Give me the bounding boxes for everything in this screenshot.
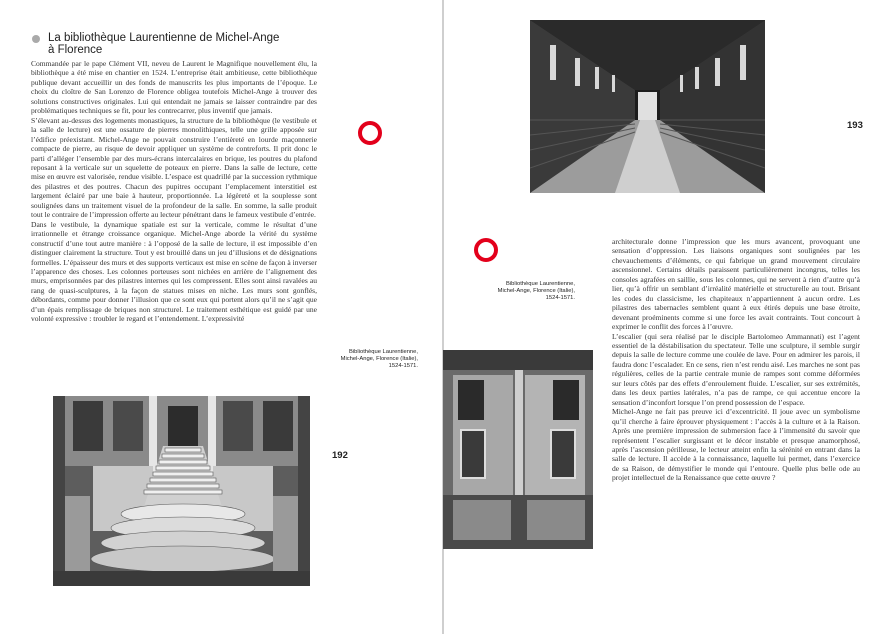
reading-room-photo xyxy=(530,20,765,193)
title-line-1: La bibliothèque Laurentienne de Michel-Ange xyxy=(48,32,280,44)
paragraph: Dans le vestibule, la dynamique spatiale est sur la verticale, comme le résultat d’une irrationnelle et étrange croissance organique. Michel-Ange aborde la vérité du système constructif d’une tout autre manière : à l’opposé de la salle de lecture, il est impossible d’en distinguer clairement la structure. Tout y est brouillé dans un jeu d’illusions et de désignations formelles. L’épaisseur des murs et des supports verticaux est mise en scène de façon à inverser l’apparence des choses. Les colonnes porteuses sont nichées en arrière de l’alignement des murs, emprisonnées par des pilastres internes qui les compressent. Elles sont ainsi ravalées au rang de quasi-sculptures, à la façon de statues mises en niche. Les murs sont gonflés, débordants, comme pour donner l’illusion que ce sont eux qui portent alors qu’il ne s’agit que d’un épais remplissage de briques non structurel. Le traitement esthétique est guidé par une volonté expressive : troubler le regard et l’entendement. L’expressivité xyxy=(31,219,317,324)
caption-line: Michel-Ange, Florence (Italie), xyxy=(340,356,418,362)
paragraph: architecturale donne l’impression que les murs avancent, provoquant une sensation d’oppression. Les liaisons organiques sont soulignées par les chevauchements d’éléments, ce qui fabrique un grand mouvement circulaire ascensionnel. Certains détails paraissent particulièrement incongrus, telles les consoles agrafées en saillie, sous les colonnes, qui ne servent à rien d’autre qu’à lier, qu’à offrir un semblant d’irréalité matérielle et structurelle au tout. Brisant les codes du classicisme, les chapiteaux n’appartiennent à aucun ordre. Les pilastres des tabernacles semblent quant à eux étirés depuis une base étroite, devenant proéminents comme si une force les avait contraints. Tout concourt à exprimer le conflit des forces à l’œuvre. xyxy=(612,237,860,332)
title-line-2: à Florence xyxy=(48,44,103,56)
caption-line: 1524-1571. xyxy=(545,295,575,301)
chapter-title xyxy=(48,32,348,56)
caption-line: Bibliothèque Laurentienne, xyxy=(506,281,575,287)
page-number-right: 193 xyxy=(847,120,863,131)
right-page xyxy=(444,0,886,634)
caption-line: 1524-1571. xyxy=(388,363,418,369)
left-text-column xyxy=(31,59,317,324)
vestibule-staircase-photo xyxy=(53,396,310,586)
paragraph: Commandée par le pape Clément VII, neveu de Laurent le Magnifique nouvellement élu, la bibliothèque a été mise en chantier en 1524. L’entreprise était ambitieuse, cette bibliothèque publique devant accueillir un des fonds de manuscrits les plus importants de l’époque. Le choix du cloître de San Lorenzo de Florence obligea toutefois Michel-Ange à trouver des solutions constructives originales. Lui qui entendait ne jamais se laisser contraindre par des problématiques techniques se fit, pour les contrecarrer, plus inventif que jamais. xyxy=(31,59,317,116)
paragraph: Michel-Ange ne fait pas preuve ici d’excentricité. Il joue avec un symbolisme qu’il cherche à faire éprouver physiquement : l’accès à la culture et à la Raison. Après une première impression de submersion face à l’immensité du savoir que représentent l’escalier surgissant et le décor instable et presque anamorphosé, après l’ascension périlleuse, le lecteur atteint enfin la sérénité en entrant dans la salle de lecture. Il accède à la connaissance, laquelle lui permet, dans l’exercice de sa Raison, de démystifier le monde qui l’entoure. Quelle plus belle ode au projet intellectuel de la Renaissance que cette œuvre ? xyxy=(612,407,860,483)
caption-reading-room xyxy=(444,281,575,302)
red-ring-icon xyxy=(358,121,382,145)
left-page xyxy=(0,0,442,634)
page-number-left: 192 xyxy=(332,450,348,461)
grey-bullet-icon xyxy=(32,35,40,43)
caption-line: Bibliothèque Laurentienne, xyxy=(349,349,418,355)
vestibule-corner-photo xyxy=(443,350,593,549)
red-ring-icon xyxy=(474,238,498,262)
right-text-column xyxy=(612,237,860,483)
caption-stair xyxy=(300,349,418,370)
paragraph: S’élevant au-dessus des logements monastiques, la structure de la bibliothèque (le vestibule et la salle de lecture) est une ossature de pierres monolithiques, telle une grille apposée sur l’édifice préexistant. Michel-Ange ne pouvait construire l’entièreté en lourde maçonnerie compacte de pierre, au risque de devoir appliquer un système de contreforts. Il prit donc le parti d’alléger l’ensemble par des murs-écrans intercalaires en brique, les poutres du plafond reposant à la verticale sur un squelette de poteaux en pierre. Dans la salle de lecture, cette mise en œuvre est valorisée, rendue visible. L’espace est quadrillé par la succession rythmique des pilastres et des poutres. Chacun des pupitres occupant l’emplacement interstitiel est largement éclairé par une baie à hauteur, proportionnée. La légèreté et la souplesse sont soulignées dans un traitement visuel de la profondeur de la salle. En somme, la salle produit tout le contraire de l’impression offerte au lecteur pénétrant dans le fameux vestibule d’entrée. xyxy=(31,115,317,220)
paragraph: L’escalier (qui sera réalisé par le disciple Bartolomeo Ammannati) est l’agent essentiel de la déstabilisation du spectateur. Telle une sculpture, il semble surgir depuis la salle de lecture comme une coulée de lave. Pour en admirer les parois, il faudra donc l’escalader. En ce sens, rien n’est rendu aisé. Les marches ne sont pas régulières, celles de la partie centrale munie de rampes sont comme déformées sur leurs côtés par des effets d’enroulement fluide. L’escalier, sur ses extrémités, dans les deux parties latérales, n’a pas de rampe, ce qui accentue encore la sensation d’inconfort lorsque l’on prend possession de l’espace. xyxy=(612,331,860,407)
caption-line: Michel-Ange, Florence (Italie), xyxy=(497,288,575,294)
